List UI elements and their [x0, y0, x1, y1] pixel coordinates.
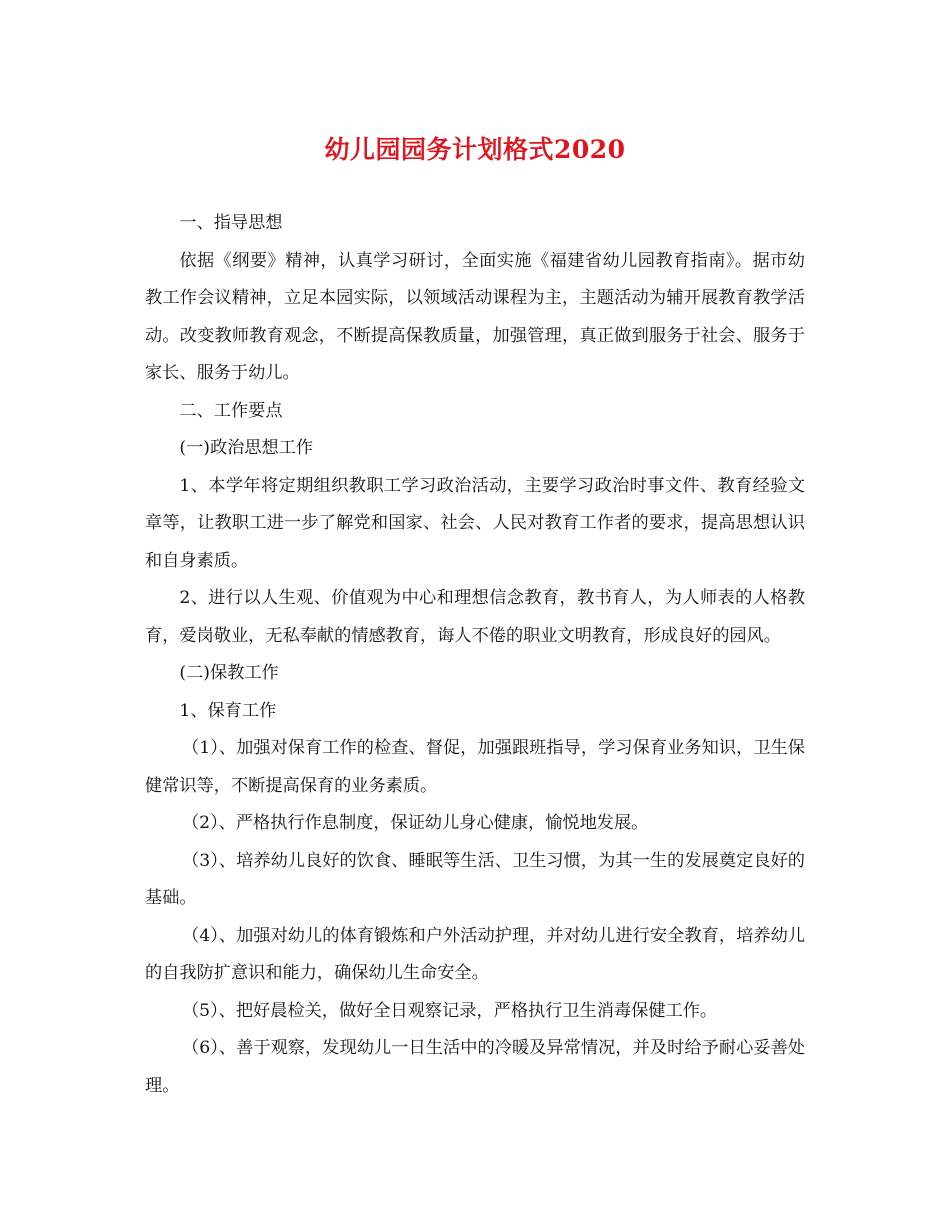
- care-item-6: （6）、善于观察，发现幼儿一日生活中的冷暖及异常情况，并及时给予耐心妥善处理。: [145, 1038, 805, 1096]
- care-item-1: （1）、加强对保育工作的检查、督促，加强跟班指导，学习保育业务知识，卫生保健常识等，不断提高保育的业务素质。: [145, 738, 805, 796]
- item-heading-care-work: 1、保育工作: [179, 700, 277, 721]
- care-item-5: （5）、把好晨检关，做好全日观察记录，严格执行卫生消毒保健工作。: [181, 1000, 718, 1021]
- subsection-heading-political-work: (一)政治思想工作: [179, 438, 314, 458]
- care-item-4: （4）、加强对幼儿的体育锻炼和户外活动护理，并对幼儿进行安全教育，培养幼儿的自我防扩意识和能力，确保幼儿生命安全。: [145, 925, 805, 983]
- care-item-3: （3）、培养幼儿良好的饮食、睡眠等生活、卫生习惯，为其一生的发展奠定良好的基础。: [145, 850, 805, 908]
- paragraph-political-1: 1、本学年将定期组织教职工学习政治活动，主要学习政治时事文件、教育经验文章等，让教职工进一步了解党和国家、社会、人民对教育工作者的要求，提高思想认识和自身素质。: [145, 475, 805, 571]
- document-body: [145, 205, 805, 1105]
- subsection-heading-care-education: (二)保教工作: [179, 663, 279, 683]
- paragraph-political-2: 2、进行以人生观、价值观为中心和理想信念教育，教书育人，为人师表的人格教育，爱岗敬业，无私奉献的情感教育，诲人不倦的职业文明教育，形成良好的园风。: [145, 588, 805, 646]
- care-item-2: （2）、严格执行作息制度，保证幼儿身心健康，愉悦地发展。: [181, 813, 649, 833]
- document-title: 幼儿园园务计划格式2020: [324, 135, 626, 164]
- section-heading-guiding-thought: 一、指导思想: [179, 213, 283, 233]
- section-heading-work-points: 二、工作要点: [179, 400, 283, 421]
- paragraph-guiding-thought: 依据《纲要》精神，认真学习研讨，全面实施《福建省幼儿园教育指南》。据市幼教工作会议精神，立足本园实际，以领域活动课程为主，主题活动为辅开展教育教学活动。改变教师教育观念，不断提高保教质量，加强管理，真正做到服务于社会、服务于家长、服务于幼儿。: [145, 250, 805, 383]
